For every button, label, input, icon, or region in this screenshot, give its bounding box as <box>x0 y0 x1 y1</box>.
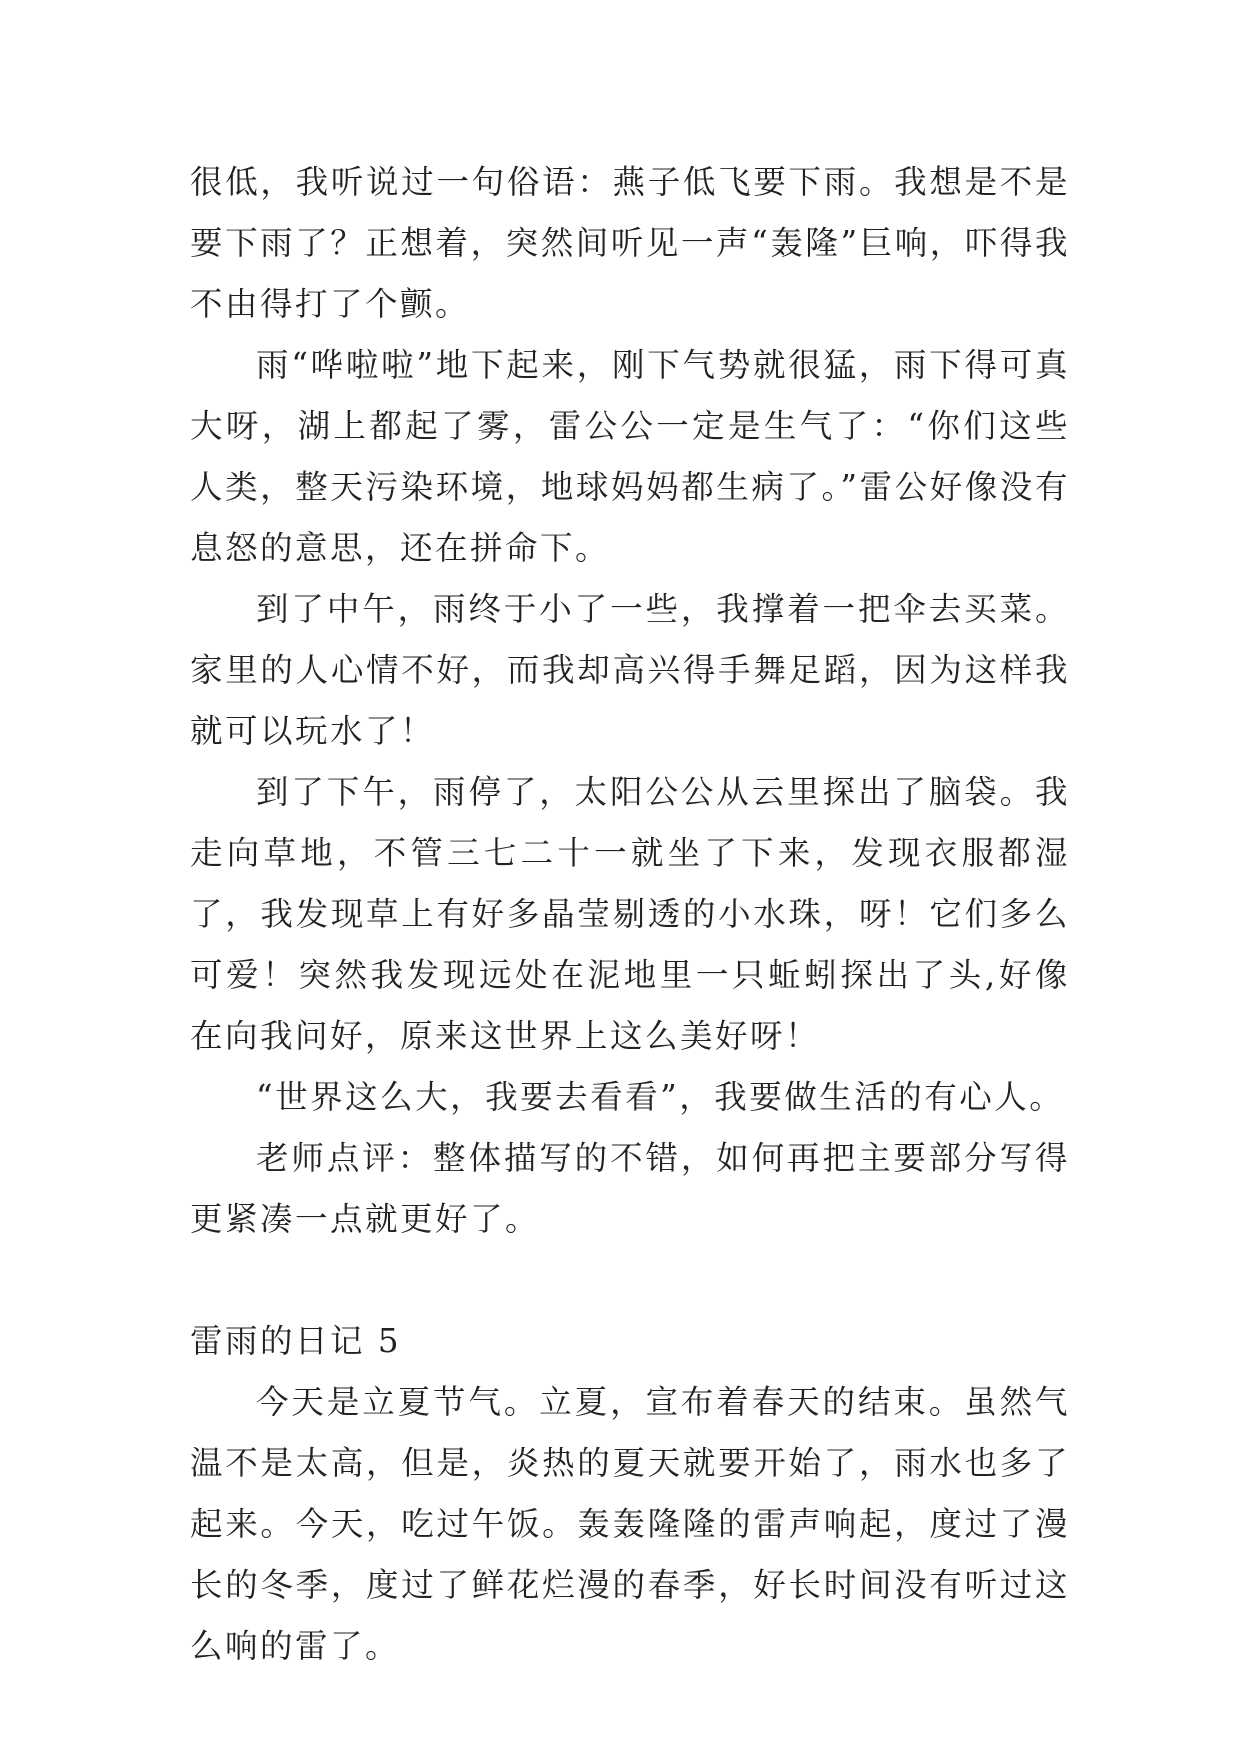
section-title: 雷雨的日记 5 <box>190 1322 402 1360</box>
section-gap <box>190 1250 1070 1311</box>
document-body <box>190 152 1070 1677</box>
paragraph-1: 很低，我听说过一句俗语：燕子低飞要下雨。我想是不是要下雨了？正想着，突然间听见一声“轰隆”巨响，吓得我不由得打了个颤。 <box>190 163 1070 323</box>
paragraph-2: 雨“哗啦啦”地下起来，刚下气势就很猛，雨下得可真大呀，湖上都起了雾，雷公公一定是生气了：“你们这些人类，整天污染环境，地球妈妈都生病了。”雷公好像没有息怒的意思，还在拼命下。 <box>190 346 1070 567</box>
paragraph-5: “世界这么大，我要去看看”，我要做生活的有心人。 <box>256 1078 1065 1116</box>
paragraph-6: 今天是立夏节气。立夏，宣布着春天的结束。虽然气温不是太高，但是，炎热的夏天就要开始了，雨水也多了起来。今天，吃过午饭。轰轰隆隆的雷声响起，度过了漫长的冬季，度过了鲜花烂漫的春季，好长时间没有听过这么响的雷了。 <box>190 1383 1070 1665</box>
paragraph-3: 到了中午，雨终于小了一些，我撑着一把伞去买菜。家里的人心情不好，而我却高兴得手舞足蹈，因为这样我就可以玩水了！ <box>190 590 1070 750</box>
teacher-comment: 老师点评：整体描写的不错，如何再把主要部分写得更紧凑一点就更好了。 <box>190 1139 1070 1238</box>
paragraph-4: 到了下午，雨停了，太阳公公从云里探出了脑袋。我走向草地，不管三七二十一就坐了下来，发现衣服都湿了，我发现草上有好多晶莹剔透的小水珠，呀！它们多么可爱！突然我发现远处在泥地里一只蚯蚓探出了头,好像在向我问好，原来这世界上这么美好呀！ <box>190 773 1070 1055</box>
